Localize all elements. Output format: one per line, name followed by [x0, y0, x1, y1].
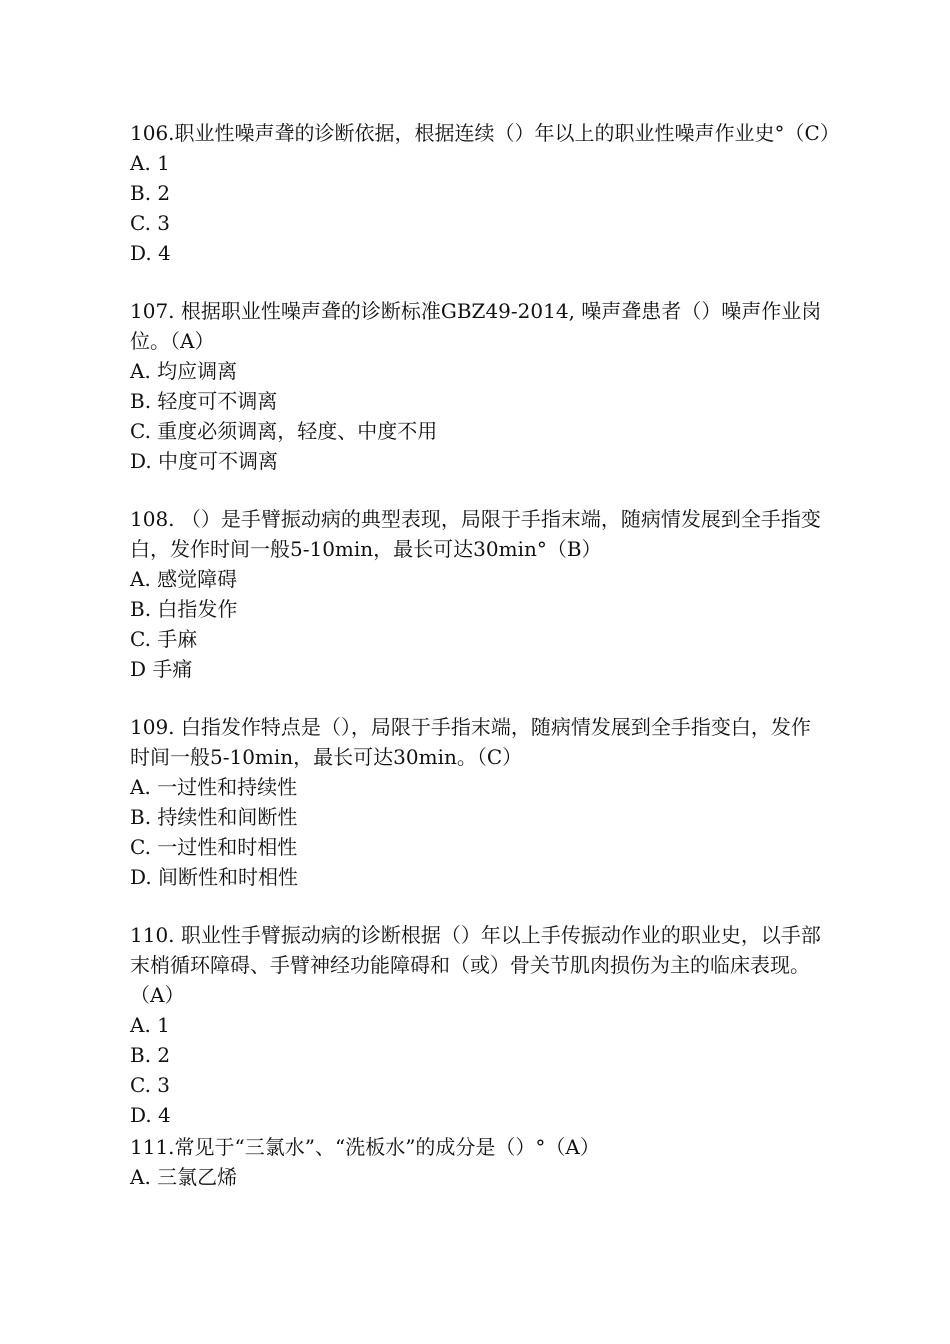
option-d: D. 4	[130, 241, 171, 265]
question-text: 107. 根据职业性噪声聋的诊断标准GBZ49-2014, 噪声聋患者（）噪声作业岗位。（A）	[130, 299, 822, 353]
spacer	[130, 268, 830, 296]
spacer	[130, 684, 830, 712]
option-b: B. 轻度可不调离	[130, 389, 278, 413]
question-text: 111.常见于“三氯水”、“洗板水”的成分是（）°（A）	[130, 1135, 600, 1159]
question-text: 109. 白指发作特点是（），局限于手指末端，随病情发展到全手指变白，发作时间一般5-10min，最长可达30min。（C）	[130, 715, 811, 769]
question-111	[130, 1132, 830, 1192]
question-text: 110. 职业性手臂振动病的诊断根据（）年以上手传振动作业的职业史，以手部末梢循环障碍、手臂神经功能障碍和（或）骨关节肌肉损伤为主的临床表现。（A）	[130, 923, 821, 1007]
option-b: B. 白指发作	[130, 597, 238, 621]
option-c: C. 一过性和时相性	[130, 835, 298, 859]
option-b: B. 2	[130, 1043, 171, 1067]
option-b: B. 2	[130, 181, 171, 205]
spacer	[130, 892, 830, 920]
question-108	[130, 504, 830, 684]
question-text: 106.职业性噪声聋的诊断依据，根据连续（）年以上的职业性噪声作业史°（C）	[130, 121, 840, 145]
option-b: B. 持续性和间断性	[130, 805, 298, 829]
document-page	[130, 118, 840, 1192]
option-c: C. 3	[130, 1073, 171, 1097]
option-a: A. 1	[130, 151, 170, 175]
option-a: A. 一过性和持续性	[130, 775, 298, 799]
question-106	[130, 118, 840, 268]
option-d: D 手痛	[130, 657, 193, 681]
option-d: D. 间断性和时相性	[130, 865, 299, 889]
option-a: A. 均应调离	[130, 359, 238, 383]
question-text: 108. （）是手臂振动病的典型表现，局限于手指末端，随病情发展到全手指变白，发作时间一般5-10min，最长可达30min°（B）	[130, 507, 821, 561]
question-107	[130, 296, 830, 476]
option-c: C. 3	[130, 211, 171, 235]
question-109	[130, 712, 830, 892]
option-a: A. 1	[130, 1013, 170, 1037]
option-c: C. 重度必须调离，轻度、中度不用	[130, 419, 438, 443]
option-d: D. 4	[130, 1103, 171, 1127]
question-110	[130, 920, 830, 1130]
option-a: A. 三氯乙烯	[130, 1165, 238, 1189]
spacer	[130, 476, 830, 504]
option-a: A. 感觉障碍	[130, 567, 238, 591]
option-d: D. 中度可不调离	[130, 449, 279, 473]
option-c: C. 手麻	[130, 627, 198, 651]
